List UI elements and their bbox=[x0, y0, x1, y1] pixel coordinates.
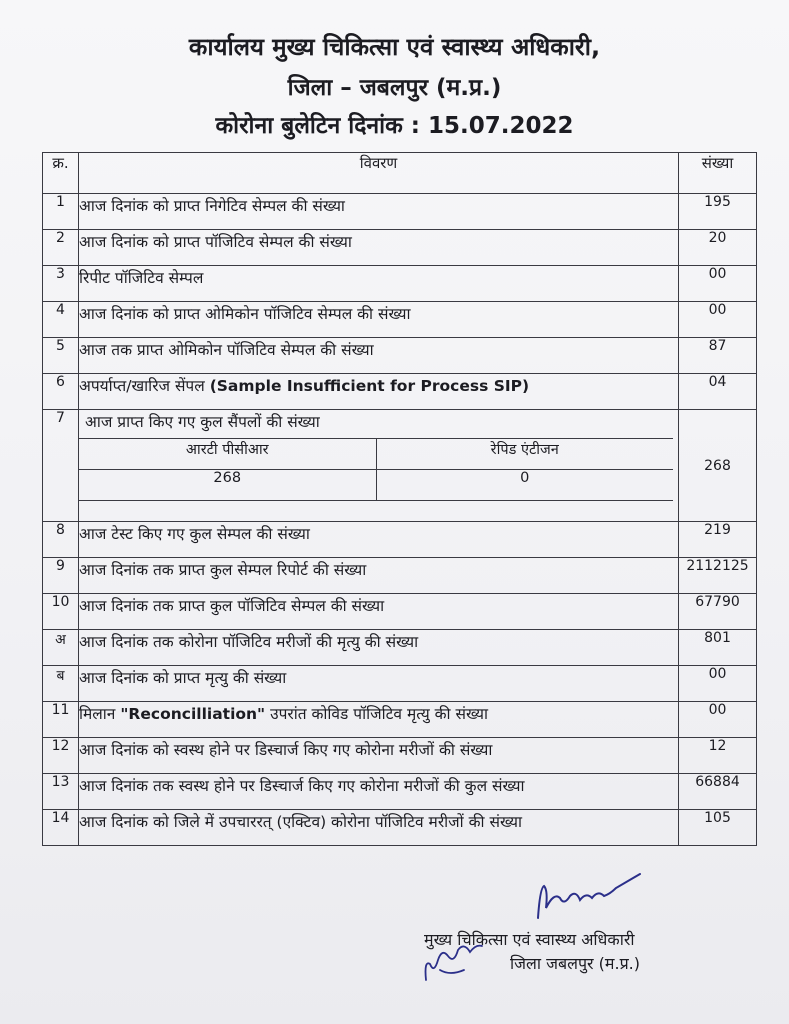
table-row bbox=[43, 702, 757, 738]
row-count: 20 bbox=[679, 230, 757, 266]
table-row bbox=[43, 558, 757, 594]
row-count: 00 bbox=[679, 702, 757, 738]
row-count: 04 bbox=[679, 374, 757, 410]
signature-scribble bbox=[528, 868, 648, 928]
table-row bbox=[43, 410, 757, 522]
table-row bbox=[43, 266, 757, 302]
row-serial: 8 bbox=[43, 522, 79, 558]
row-description-hindi-pre: मिलान bbox=[79, 705, 116, 723]
office-title: कार्यालय मुख्य चिकित्सा एवं स्वास्थ्य अधिकारी, bbox=[188, 33, 601, 61]
row-description-hindi: अपर्याप्त/खारिज सेंपल bbox=[79, 377, 205, 395]
row-serial: 5 bbox=[43, 338, 79, 374]
bulletin-date-title: कोरोना बुलेटिन दिनांक : 15.07.2022 bbox=[215, 113, 574, 139]
row-description: आज दिनांक को प्राप्त निगेटिव सेम्पल की संख्या bbox=[79, 194, 679, 230]
row-description: रिपीट पॉजिटिव सेम्पल bbox=[79, 266, 679, 302]
row-description: आज तक प्राप्त ओमिकोन पॉजिटिव सेम्पल की संख्या bbox=[79, 338, 679, 374]
table-row bbox=[43, 666, 757, 702]
table-row bbox=[43, 810, 757, 846]
row-serial: अ bbox=[43, 630, 79, 666]
row-serial: 13 bbox=[43, 774, 79, 810]
signatory-district: जिला जबलपुर (म.प्र.) bbox=[510, 954, 640, 973]
row-serial: 6 bbox=[43, 374, 79, 410]
row-description-text: आज प्राप्त किए गए कुल सैंपलों की संख्या bbox=[85, 413, 320, 431]
row-count: 66884 bbox=[679, 774, 757, 810]
sample-breakdown-table bbox=[79, 438, 673, 501]
row-serial: 14 bbox=[43, 810, 79, 846]
row-description bbox=[79, 374, 679, 410]
row-serial: 11 bbox=[43, 702, 79, 738]
table-row bbox=[43, 194, 757, 230]
header-description: विवरण bbox=[79, 153, 679, 194]
row-count: 67790 bbox=[679, 594, 757, 630]
row-count: 87 bbox=[679, 338, 757, 374]
table-row bbox=[43, 738, 757, 774]
row-count: 00 bbox=[679, 302, 757, 338]
district-title: जिला – जबलपुर (म.प्र.) bbox=[287, 75, 502, 101]
row-description: आज दिनांक को प्राप्त ओमिकोन पॉजिटिव सेम्पल की संख्या bbox=[79, 302, 679, 338]
row-description-english: (Sample Insufficient for Process SIP) bbox=[209, 377, 530, 395]
row-count: 268 bbox=[679, 410, 757, 522]
table-header-row bbox=[43, 153, 757, 194]
row-description: आज टेस्ट किए गए कुल सेम्पल की संख्या bbox=[79, 522, 679, 558]
row-description bbox=[79, 410, 679, 522]
header-serial: क्र. bbox=[43, 153, 79, 194]
row-count: 00 bbox=[679, 266, 757, 302]
row-serial: 10 bbox=[43, 594, 79, 630]
rtpcr-value: 268 bbox=[79, 470, 376, 501]
table-row bbox=[43, 630, 757, 666]
row-description: आज दिनांक तक प्राप्त कुल सेम्पल रिपोर्ट की संख्या bbox=[79, 558, 679, 594]
row-description: आज दिनांक तक स्वस्थ होने पर डिस्चार्ज किए गए कोरोना मरीजों की कुल संख्या bbox=[79, 774, 679, 810]
row-serial: 3 bbox=[43, 266, 79, 302]
table-row bbox=[43, 302, 757, 338]
table-row bbox=[43, 230, 757, 266]
header-count: संख्या bbox=[679, 153, 757, 194]
row-serial: 2 bbox=[43, 230, 79, 266]
row-serial: ब bbox=[43, 666, 79, 702]
rapid-antigen-value: 0 bbox=[376, 470, 673, 501]
rtpcr-label: आरटी पीसीआर bbox=[79, 439, 376, 470]
row-count: 00 bbox=[679, 666, 757, 702]
table-row bbox=[43, 338, 757, 374]
row-count: 801 bbox=[679, 630, 757, 666]
table-row bbox=[43, 774, 757, 810]
row-description-hindi-post: उपरांत कोविड पॉजिटिव मृत्यु की संख्या bbox=[270, 705, 489, 723]
rapid-antigen-label: रेपिड एंटीजन bbox=[376, 439, 673, 470]
signatory-designation: मुख्य चिकित्सा एवं स्वास्थ्य अधिकारी bbox=[424, 930, 635, 949]
row-count: 219 bbox=[679, 522, 757, 558]
row-serial: 4 bbox=[43, 302, 79, 338]
row-description: आज दिनांक को स्वस्थ होने पर डिस्चार्ज किए गए कोरोना मरीजों की संख्या bbox=[79, 738, 679, 774]
row-serial: 9 bbox=[43, 558, 79, 594]
row-description: आज दिनांक को प्राप्त पॉजिटिव सेम्पल की संख्या bbox=[79, 230, 679, 266]
row-description bbox=[79, 702, 679, 738]
row-count: 195 bbox=[679, 194, 757, 230]
row-description: आज दिनांक तक कोरोना पॉजिटिव मरीजों की मृत्यु की संख्या bbox=[79, 630, 679, 666]
row-serial: 12 bbox=[43, 738, 79, 774]
row-count: 105 bbox=[679, 810, 757, 846]
row-description-english: "Reconcilliation" bbox=[120, 705, 266, 723]
row-count: 2112125 bbox=[679, 558, 757, 594]
bulletin-table bbox=[42, 152, 757, 846]
row-description: आज दिनांक तक प्राप्त कुल पॉजिटिव सेम्पल की संख्या bbox=[79, 594, 679, 630]
row-serial: 7 bbox=[43, 410, 79, 522]
row-description: आज दिनांक को प्राप्त मृत्यु की संख्या bbox=[79, 666, 679, 702]
table-row bbox=[43, 594, 757, 630]
row-serial: 1 bbox=[43, 194, 79, 230]
signatory-block bbox=[424, 928, 640, 976]
table-row bbox=[43, 522, 757, 558]
table-row bbox=[43, 374, 757, 410]
row-description: आज दिनांक को जिले में उपचाररत् (एक्टिव) कोरोना पॉजिटिव मरीजों की संख्या bbox=[79, 810, 679, 846]
row-count: 12 bbox=[679, 738, 757, 774]
